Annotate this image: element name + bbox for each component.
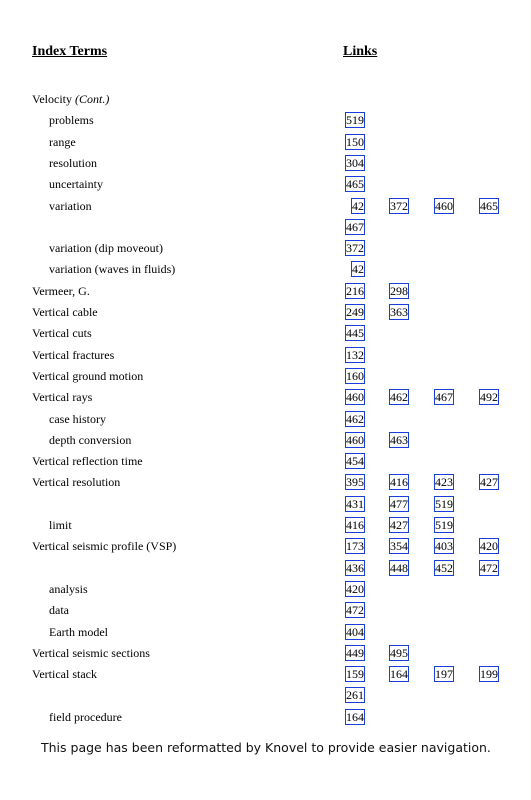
page-link[interactable]: 495 <box>390 645 408 660</box>
page-link[interactable]: 216 <box>346 283 364 298</box>
page-link[interactable]: 519 <box>435 518 453 532</box>
index-entry <box>0 368 531 386</box>
index-term-text: Vertical ground motion <box>32 368 144 383</box>
index-subterm <box>49 625 108 640</box>
page-link[interactable]: 445 <box>346 326 364 341</box>
page-link[interactable]: 463 <box>390 432 408 447</box>
page-link[interactable]: 160 <box>346 368 364 383</box>
index-entry <box>0 155 531 173</box>
index-term-text: Vertical rays <box>32 390 93 405</box>
page-link[interactable]: 159 <box>346 667 364 682</box>
index-term-text: data <box>49 603 69 618</box>
index-subterm <box>49 582 88 597</box>
page-link[interactable]: 472 <box>480 560 498 575</box>
index-term-text: range <box>49 134 76 149</box>
index-entry <box>0 687 531 705</box>
index-term <box>32 539 176 554</box>
index-entry <box>0 261 531 279</box>
index-entry <box>0 112 531 130</box>
page-link[interactable]: 467 <box>435 390 453 405</box>
index-term-text: variation (waves in fluids) <box>49 262 176 277</box>
index-term-text: analysis <box>49 581 88 596</box>
page-link[interactable]: 465 <box>480 198 498 213</box>
index-term <box>32 284 90 299</box>
index-term-text: Vermeer, G. <box>32 283 90 298</box>
index-entry <box>0 432 531 450</box>
index-term <box>32 348 114 363</box>
page-link[interactable]: 460 <box>435 198 453 213</box>
index-entry <box>0 198 531 216</box>
index-term-text: Vertical cable <box>32 305 98 319</box>
index-term <box>32 326 92 341</box>
index-entry <box>0 709 531 727</box>
index-entry <box>0 645 531 663</box>
index-entry <box>0 581 531 599</box>
page-link[interactable]: 427 <box>480 475 498 490</box>
index-term <box>32 369 143 384</box>
page-link[interactable]: 431 <box>346 496 364 511</box>
index-term-text: depth conversion <box>49 432 132 447</box>
index-entry <box>0 517 531 535</box>
index-entry <box>0 91 531 109</box>
page-link[interactable]: 477 <box>390 496 408 511</box>
page-link[interactable]: 298 <box>390 283 408 298</box>
page-link[interactable]: 436 <box>346 560 364 575</box>
continued-marker: (Cont.) <box>75 92 110 106</box>
index-subterm <box>49 262 175 277</box>
index-term-text: variation <box>49 198 92 213</box>
page-link[interactable]: 423 <box>435 475 453 490</box>
index-term-text: variation (dip moveout) <box>49 241 163 256</box>
index-terms-header: Index Terms <box>32 44 108 59</box>
page-link[interactable]: 449 <box>346 645 364 660</box>
page-link[interactable]: 132 <box>346 347 364 362</box>
index-subterm <box>49 433 131 448</box>
page-link[interactable]: 42 <box>352 262 364 277</box>
index-entry <box>0 453 531 471</box>
index-entry <box>0 389 531 407</box>
index-subterm <box>49 156 97 171</box>
page-link[interactable]: 519 <box>346 113 364 128</box>
index-entry <box>0 325 531 343</box>
index-term-text: Vertical resolution <box>32 475 121 490</box>
page-link[interactable]: 354 <box>390 539 408 554</box>
page-link[interactable]: 427 <box>390 518 408 532</box>
index-subterm <box>49 113 94 128</box>
page-link[interactable]: 519 <box>435 496 453 511</box>
index-term-text: Vertical stack <box>32 667 97 682</box>
index-term-text: Vertical fractures <box>32 347 115 362</box>
index-entry <box>0 240 531 258</box>
index-entry <box>0 602 531 620</box>
page-link[interactable]: 462 <box>346 411 364 426</box>
page-link[interactable]: 465 <box>346 177 364 192</box>
index-term-text: Vertical seismic profile (VSP) <box>32 539 177 554</box>
index-term <box>32 646 150 661</box>
index-term <box>32 454 143 469</box>
index-term <box>32 305 98 320</box>
page-link[interactable]: 452 <box>435 560 453 575</box>
links-header: Links <box>343 44 378 59</box>
index-subterm <box>49 241 163 256</box>
index-term-text: case history <box>49 411 106 426</box>
page-link[interactable]: 460 <box>346 432 364 447</box>
page-link[interactable]: 150 <box>346 134 364 149</box>
page-link[interactable]: 460 <box>346 390 364 405</box>
index-term <box>32 667 97 682</box>
index-subterm <box>49 177 103 192</box>
page-link[interactable]: 467 <box>346 219 364 234</box>
index-term-text: problems <box>49 113 94 128</box>
index-entry <box>0 496 531 514</box>
knovel-footer-note: This page has been reformatted by Knovel to provide easier navigation. <box>41 740 491 755</box>
index-subterm <box>49 603 69 618</box>
index-term-text: uncertainty <box>49 177 103 192</box>
index-subterm <box>49 710 122 725</box>
index-entry <box>0 134 531 152</box>
page-link[interactable]: 42 <box>352 198 364 213</box>
page-link[interactable]: 395 <box>346 475 364 490</box>
index-entry <box>0 538 531 556</box>
page-link[interactable]: 492 <box>480 390 498 405</box>
page-link[interactable]: 197 <box>435 667 453 682</box>
index-subterm <box>49 518 72 533</box>
index-entry <box>0 304 531 322</box>
page-link[interactable]: 164 <box>346 709 364 724</box>
index-entry <box>0 219 531 237</box>
index-term-text: Velocity <box>32 92 72 106</box>
page-link[interactable]: 199 <box>480 667 498 682</box>
index-term-text: Vertical reflection time <box>32 454 143 469</box>
index-term-text: resolution <box>49 155 97 170</box>
index-entry <box>0 176 531 194</box>
page-link[interactable]: 416 <box>390 475 408 490</box>
index-term <box>32 92 109 107</box>
page-link[interactable]: 372 <box>346 241 364 256</box>
index-subterm <box>49 199 92 214</box>
page-link[interactable]: 462 <box>390 390 408 405</box>
page-link[interactable]: 404 <box>346 624 364 639</box>
index-entry <box>0 411 531 429</box>
page-link[interactable]: 249 <box>346 305 364 319</box>
index-term-text: Earth model <box>49 624 108 639</box>
index-subterm <box>49 412 106 427</box>
page-link[interactable]: 164 <box>390 667 408 682</box>
index-entry <box>0 560 531 578</box>
page-link[interactable]: 363 <box>390 305 408 319</box>
page-link[interactable]: 416 <box>346 518 364 532</box>
index-entry <box>0 347 531 365</box>
index-term-text: Vertical seismic sections <box>32 645 150 660</box>
index-term-text: limit <box>49 518 72 532</box>
page-link[interactable]: 420 <box>480 539 498 554</box>
index-term-text: Vertical cuts <box>32 326 92 341</box>
index-entry <box>0 474 531 492</box>
page-link[interactable]: 448 <box>390 560 408 575</box>
page-link[interactable]: 261 <box>346 688 364 703</box>
page-link[interactable]: 173 <box>346 539 364 554</box>
page-link[interactable]: 403 <box>435 539 453 554</box>
index-term-text: field procedure <box>49 709 122 724</box>
index-entry <box>0 283 531 301</box>
page-link[interactable]: 304 <box>346 155 364 170</box>
page-link[interactable]: 454 <box>346 454 364 469</box>
page-link[interactable]: 472 <box>346 603 364 618</box>
page-link[interactable]: 372 <box>390 198 408 213</box>
index-subterm <box>49 135 76 150</box>
index-term <box>32 390 92 405</box>
index-entry <box>0 666 531 684</box>
page-link[interactable]: 420 <box>346 581 364 596</box>
index-term <box>32 475 120 490</box>
index-entry <box>0 624 531 642</box>
